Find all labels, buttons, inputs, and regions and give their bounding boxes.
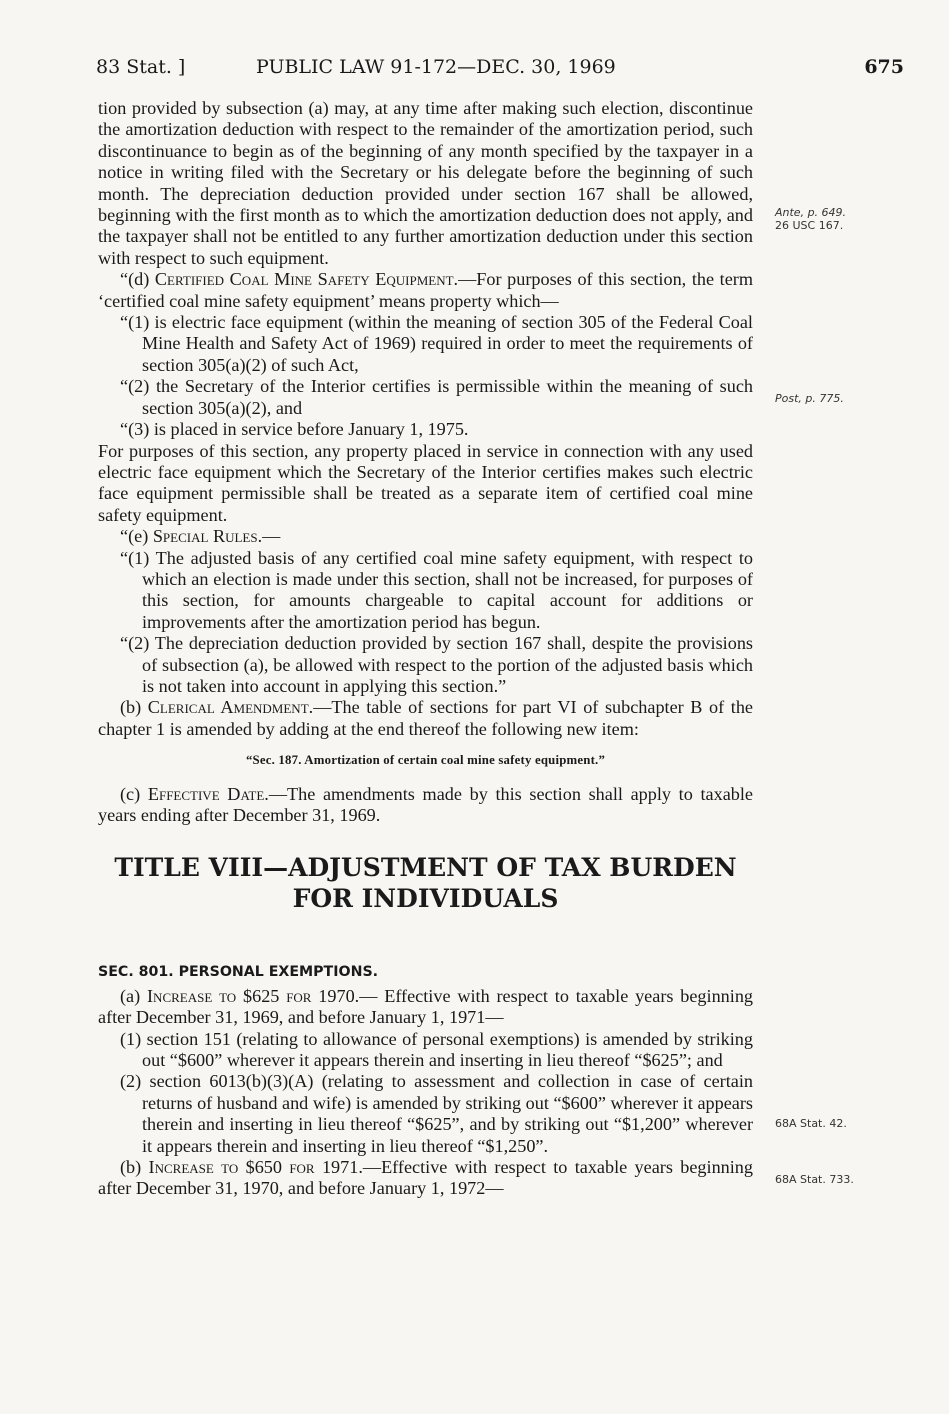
margin-note-ante — [775, 206, 895, 232]
paragraph-continuation: tion provided by subsection (a) may, at any time after making such election, discontinue the amortization deduction with respect to the remainder of the amortization period, such discontinuance to begin as of the beginning of any month specified by the taxpayer in a notice in writing filed with the Secretary or his delegate before the beginning of such month. The depreciation deduction provided under section 167 shall be allowed, beginning with the first month as to which the amortization deduction does not apply, and the taxpayer shall not be entitled to any further amortization deduction under this section with respect to such equipment. — [98, 98, 753, 268]
effective-date-label: (c) — [120, 783, 148, 804]
section-heading: SEC. 801. PERSONAL EXEMPTIONS. — [98, 964, 379, 981]
margin-note-post — [775, 392, 895, 405]
title-line-1: TITLE VIII—ADJUSTMENT OF TAX BURDEN — [114, 853, 737, 883]
margin-note-stat42: 68A Stat. 42. — [775, 1117, 847, 1130]
title-line-2: FOR INDIVIDUALS — [292, 884, 559, 914]
document-body — [98, 98, 753, 1200]
subsection-e-dash: .— — [257, 526, 281, 547]
subsection-e-item-2: “(2) The depreciation deduction provided by section 167 shall, despite the provisions of subsection (a), be allowed with respect to the portion of the adjusted basis which is not taken into account in applying this section.” — [120, 633, 753, 696]
subsection-b2 — [98, 1157, 753, 1200]
subsection-d-item-1: “(1) is electric face equipment (within the meaning of section 305 of the Federal Coal Mine Health and Safety Act of 1969) required in order to meet the requirements of section 305(a)(2) of such Act, — [120, 312, 753, 375]
clerical-amendment-label: (b) — [120, 697, 148, 718]
running-title: PUBLIC LAW 91-172—DEC. 30, 1969 — [256, 56, 616, 78]
page-header — [96, 56, 904, 82]
margin-note-usc: 26 USC 167. — [775, 219, 844, 232]
new-section-item: “Sec. 187. Amortization of certain coal mine safety equipment.” — [245, 753, 606, 768]
margin-note-stat733: 68A Stat. 733. — [775, 1173, 854, 1186]
clerical-amendment — [98, 697, 753, 740]
effective-date — [98, 784, 753, 827]
subsection-d-text: .—For purposes of this section, the term ‘certified coal mine safety equipment’ means property which— — [98, 269, 754, 311]
effective-date-heading: Effective Date — [147, 783, 265, 804]
subsection-b2-heading: Increase to $650 for 1971 — [148, 1157, 359, 1178]
subsection-a-item-2: (2) section 6013(b)(3)(A) (relating to assessment and collection in case of certain returns of husband and wife) is amended by striking out “$600” wherever it appears therein and inserting in lieu thereof “$625”, and by striking out “$1,200” wherever it appears therein and inserting in lieu thereof “$1,250”. — [120, 1071, 753, 1156]
subsection-e-label: “(e) — [120, 526, 153, 547]
effective-date-text: .—The amendments made by this section shall apply to taxable years ending after December 31, 1969. — [98, 783, 754, 825]
subsection-a-label: (a) — [120, 985, 147, 1006]
subsection-d-label: “(d) — [120, 269, 155, 290]
subsection-b2-label: (b) — [120, 1157, 149, 1178]
subsection-d — [98, 269, 753, 312]
subsection-a-item-1: (1) section 151 (relating to allowance of personal exemptions) is amended by striking out “$600” wherever it appears therein and inserting in lieu thereof “$625”; and — [120, 1028, 753, 1071]
subsection-d-item-3: “(3) is placed in service before January 1, 1975. — [120, 419, 469, 440]
margin-note-post-text: Post, p. 775. — [775, 392, 844, 405]
margin-note-ante-text: Ante, p. 649. — [775, 206, 847, 219]
subsection-e-heading: Special Rules — [152, 526, 258, 547]
clerical-amendment-text: .—The table of sections for part VI of subchapter B of the chapter 1 is amended by adding at the end thereof the following new item: — [98, 697, 753, 739]
page-number: 675 — [864, 56, 904, 78]
subsection-d-heading: Certified Coal Mine Safety Equipment — [154, 269, 454, 290]
subsection-a-heading: Increase to $625 for 1970 — [147, 985, 355, 1006]
subsection-d-tail: For purposes of this section, any property placed in service in connection with any used electric face equipment which the Secretary of the Interior certifies makes such electric face equipment permissible shall be treated as a separate item of certified coal mine safety equipment. — [98, 440, 753, 525]
subsection-d-item-2: “(2) the Secretary of the Interior certifies is permissible within the meaning of such section 305(a)(2), and — [120, 376, 753, 418]
subsection-b2-text: .—Effective with respect to taxable years beginning after December 31, 1970, and before January 1, 1972— — [98, 1157, 753, 1199]
subsection-e-item-1: “(1) The adjusted basis of any certified coal mine safety equipment, with respect to which an election is made under this section, shall not be increased, for purposes of this section, for amounts chargeable to capital account for additions or improvements after the amortization period has begun. — [120, 547, 753, 632]
title-heading — [98, 852, 753, 914]
subsection-a-text: .— Effective with respect to taxable years beginning after December 31, 1969, and before January 1, 1971— — [98, 985, 754, 1028]
subsection-e-heading-line — [98, 526, 753, 547]
stat-reference: 83 Stat. ] — [96, 56, 186, 78]
clerical-amendment-heading: Clerical Amendment — [147, 697, 309, 718]
subsection-a — [98, 986, 753, 1029]
